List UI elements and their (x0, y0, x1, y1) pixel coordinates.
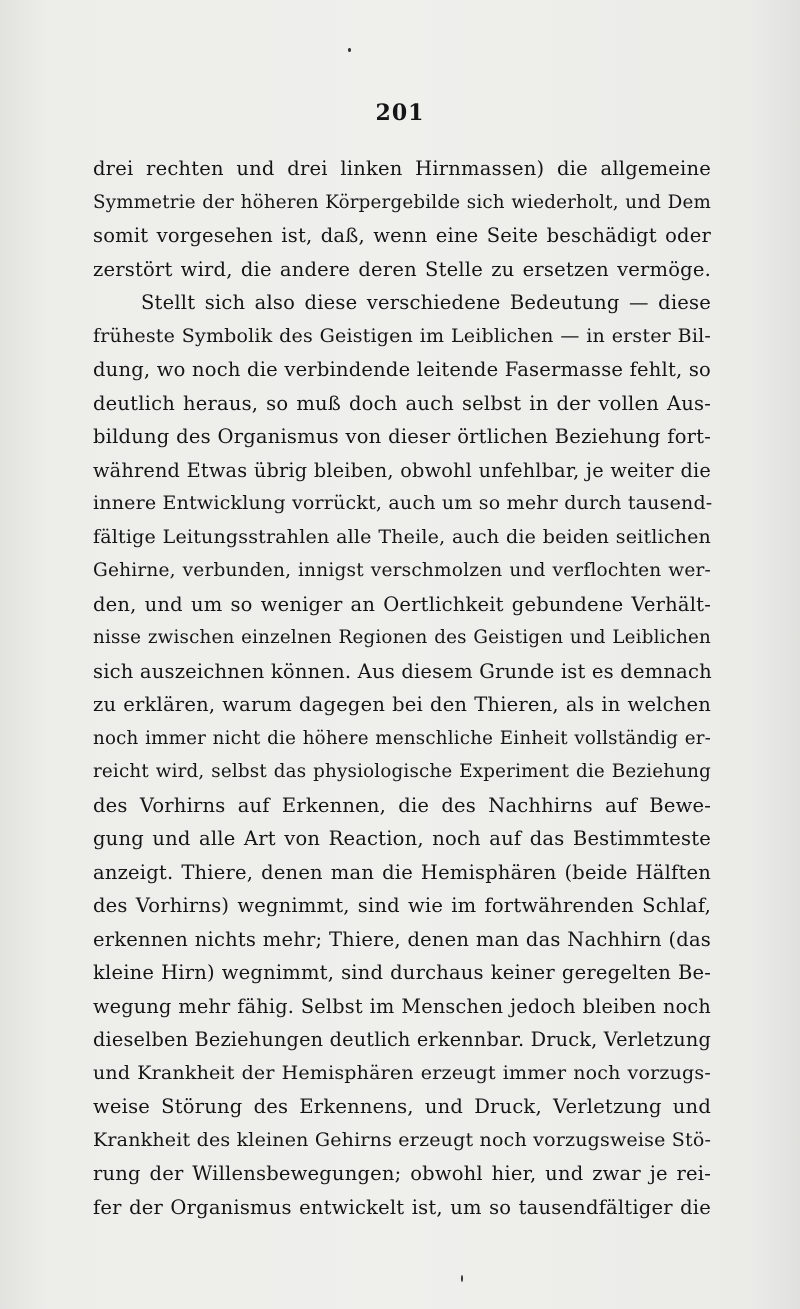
text-line: erkennen nichts mehr; Thiere, denen man das Nachhirn (das (93, 927, 711, 951)
text-line: Krankheit des kleinen Gehirns erzeugt noch vorzugsweise Stö- (93, 1128, 712, 1151)
text-line: fer der Organismus entwickelt ist, um so tausendfältiger die (93, 1195, 711, 1219)
text-line: bildung des Organismus von dieser örtlichen Beziehung fort- (93, 425, 711, 448)
text-line: den, und um so weniger an Oertlichkeit gebundene Verhält- (93, 592, 711, 616)
text-line: sich auszeichnen können. Aus diesem Grunde ist es demnach (93, 659, 712, 683)
ink-speck (461, 1275, 463, 1282)
text-line: zerstört wird, die andere deren Stelle zu ersetzen vermöge. (93, 257, 711, 281)
text-line: dung, wo noch die verbindende leitende Fasermasse fehlt, so (93, 358, 711, 381)
text-line: rung der Willensbewegungen; obwohl hier, und zwar je rei- (93, 1162, 711, 1185)
text-line: des Vorhirns) wegnimmt, sind wie im fortwährenden Schlaf, (93, 894, 711, 917)
text-line: drei rechten und drei linken Hirnmassen) die allgemeine (93, 157, 711, 180)
text-line: gung und alle Art von Reaction, noch auf das Bestimmteste (93, 827, 711, 850)
text-line: Gehirne, verbunden, innigst verschmolzen und verflochten wer- (93, 560, 711, 581)
text-line: nisse zwischen einzelnen Regionen des Geistigen und Leiblichen (93, 627, 711, 648)
ink-speck (348, 48, 351, 52)
text-line: und Krankheit der Hemisphären erzeugt immer noch vorzugs- (93, 1061, 711, 1084)
text-line: fältige Leitungsstrahlen alle Theile, auch die beiden seitlichen (93, 525, 711, 548)
text-line: während Etwas übrig bleiben, obwohl unfehlbar, je weiter die (93, 458, 711, 482)
text-line: weise Störung des Erkennens, und Druck, Verletzung und (93, 1095, 711, 1118)
text-line: deutlich heraus, so muß doch auch selbst in der vollen Aus- (93, 391, 711, 415)
text-line: anzeigt. Thiere, denen man die Hemisphären (beide Hälften (93, 860, 711, 884)
text-line: noch immer nicht die höhere menschliche Einheit vollständig er- (93, 727, 711, 749)
text-line: kleine Hirn) wegnimmt, sind durchaus keiner geregelten Be- (93, 961, 711, 984)
text-line: Stellt sich also diese verschiedene Bedeutung — diese (141, 291, 711, 314)
text-line: reicht wird, selbst das physiologische Experiment die Beziehung (93, 761, 711, 782)
body-text (93, 152, 711, 1224)
page-number: 201 (375, 100, 425, 126)
text-line: wegung mehr fähig. Selbst im Menschen jedoch bleiben noch (93, 994, 711, 1018)
text-line: des Vorhirns auf Erkennen, die des Nachhirns auf Bewe- (93, 793, 711, 817)
text-line: früheste Symbolik des Geistigen im Leiblichen — in erster Bil- (93, 324, 711, 347)
text-line: zu erklären, warum dagegen bei den Thieren, als in welchen (93, 693, 711, 716)
text-line: innere Entwicklung vorrückt, auch um so mehr durch tausend- (93, 492, 713, 514)
text-line: dieselben Beziehungen deutlich erkennbar. Druck, Verletzung (93, 1028, 712, 1051)
text-line: Symmetrie der höheren Körpergebilde sich wiederholt, und Dem (93, 191, 711, 213)
text-line: somit vorgesehen ist, daß, wenn eine Seite beschädigt oder (93, 224, 711, 247)
